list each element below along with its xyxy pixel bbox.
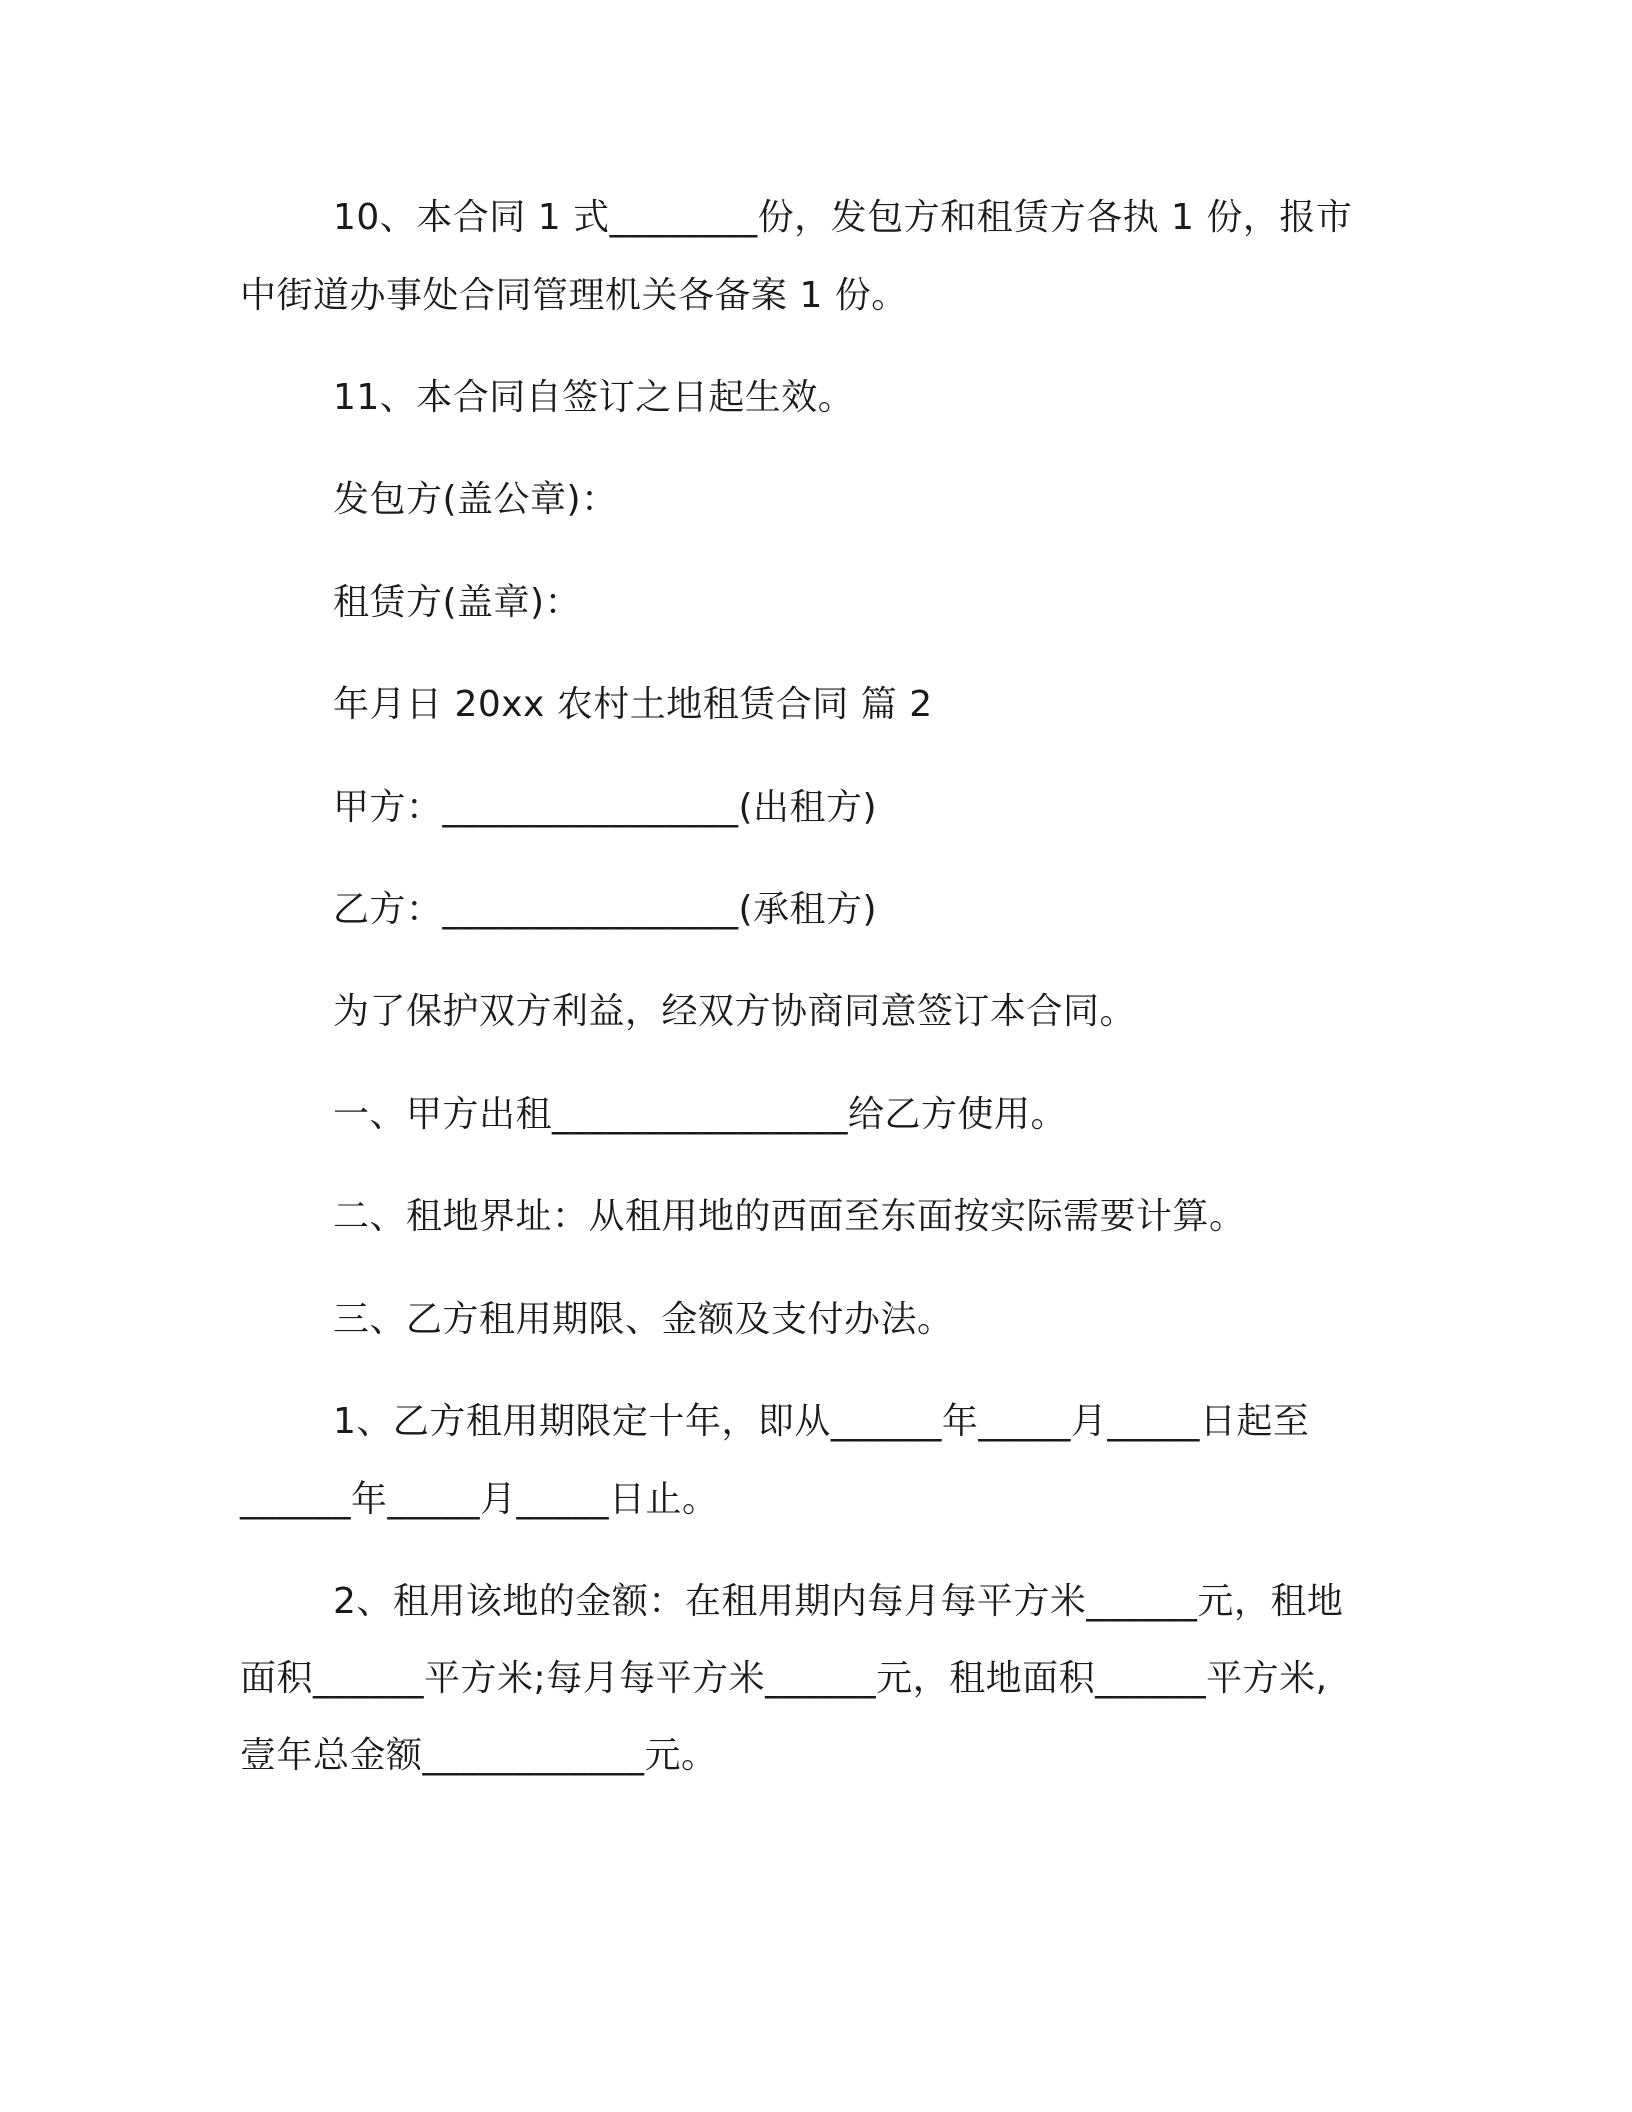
contractor-seal-label: 发包方(盖公章)： (333, 479, 618, 520)
article-3: 三、乙方租用期限、金额及支付办法。 (333, 1299, 954, 1340)
item-1-line-1: 1、乙方租用期限定十年，即从______年_____月_____日起至 (333, 1401, 1310, 1442)
item-2-line-3: 壹年总金额____________元。 (240, 1735, 718, 1776)
lessee-seal-label: 租赁方(盖章)： (333, 582, 582, 623)
preamble: 为了保护双方利益，经双方协商同意签订本合同。 (333, 991, 1137, 1032)
section-2-title: 年月日 20xx 农村土地租赁合同 篇 2 (333, 684, 933, 725)
article-2: 二、租地界址：从租用地的西面至东面按实际需要计算。 (333, 1196, 1246, 1237)
clause-11: 11、本合同自签订之日起生效。 (333, 377, 855, 418)
item-2-line-2: 面积______平方米;每月每平方米______元，租地面积______平方米, (240, 1658, 1328, 1699)
item-1-line-2: ______年_____月_____日止。 (240, 1479, 719, 1520)
party-b-line: 乙方：________________(承租方) (333, 889, 878, 930)
clause-10-line-1: 10、本合同 1 式________份，发包方和租赁方各执 1 份，报市 (333, 197, 1353, 238)
party-a-line: 甲方：________________(出租方) (333, 787, 878, 828)
item-2-line-1: 2、租用该地的金额：在租用期内每月每平方米______元，租地 (333, 1581, 1344, 1622)
clause-10-line-2: 中街道办事处合同管理机关各备案 1 份。 (240, 275, 908, 316)
article-1: 一、甲方出租________________给乙方使用。 (333, 1094, 1068, 1135)
